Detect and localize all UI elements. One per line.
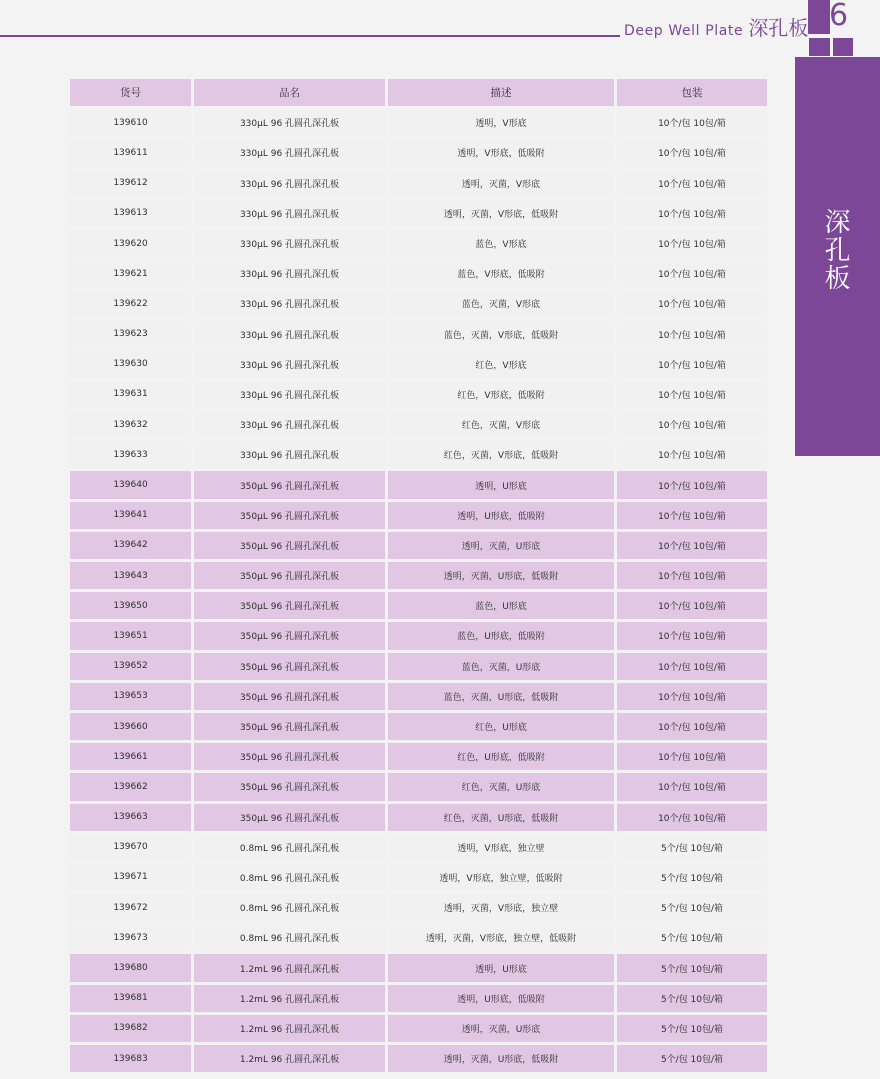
side-tab-label xyxy=(795,209,880,293)
cell-description: 红色，V形底，低吸附 xyxy=(388,381,614,408)
cell-packaging: 10个/包 10包/箱 xyxy=(617,743,767,770)
cell-description: 蓝色，灭菌，V形底 xyxy=(388,290,614,317)
decor-square xyxy=(808,0,830,34)
table-header-row xyxy=(70,79,767,106)
cell-description: 透明，V形底，低吸附 xyxy=(388,139,614,166)
cell-description: 红色，灭菌，U形底，低吸附 xyxy=(388,804,614,831)
cell-packaging: 5个/包 10包/箱 xyxy=(617,1015,767,1042)
cell-description: 红色，灭菌，V形底 xyxy=(388,411,614,438)
side-tab-char: 深 xyxy=(824,208,851,238)
cell-product-name: 350μL 96 孔圆孔深孔板 xyxy=(194,743,385,770)
table-row xyxy=(70,381,767,408)
table-row xyxy=(70,985,767,1012)
cell-product-name: 330μL 96 孔圆孔深孔板 xyxy=(194,230,385,257)
cell-product-name: 1.2mL 96 孔圆孔深孔板 xyxy=(194,1015,385,1042)
cell-description: 红色，U形底 xyxy=(388,713,614,740)
cell-packaging: 10个/包 10包/箱 xyxy=(617,653,767,680)
cell-item-no: 139683 xyxy=(70,1045,191,1072)
cell-description: 蓝色，V形底 xyxy=(388,230,614,257)
cell-product-name: 350μL 96 孔圆孔深孔板 xyxy=(194,804,385,831)
cell-item-no: 139681 xyxy=(70,985,191,1012)
table-row xyxy=(70,109,767,136)
cell-packaging: 10个/包 10包/箱 xyxy=(617,170,767,197)
table-row xyxy=(70,954,767,981)
cell-packaging: 10个/包 10包/箱 xyxy=(617,381,767,408)
cell-product-name: 350μL 96 孔圆孔深孔板 xyxy=(194,502,385,529)
cell-description: 红色，灭菌，U形底 xyxy=(388,773,614,800)
cell-description: 透明，灭菌，U形底 xyxy=(388,1015,614,1042)
cell-item-no: 139631 xyxy=(70,381,191,408)
table-row xyxy=(70,773,767,800)
cell-description: 透明，U形底，低吸附 xyxy=(388,502,614,529)
column-header-id: 货号 xyxy=(70,79,191,106)
table-row xyxy=(70,804,767,831)
cell-item-no: 139672 xyxy=(70,894,191,921)
table-row xyxy=(70,864,767,891)
cell-packaging: 10个/包 10包/箱 xyxy=(617,109,767,136)
cell-product-name: 1.2mL 96 孔圆孔深孔板 xyxy=(194,1045,385,1072)
cell-packaging: 5个/包 10包/箱 xyxy=(617,954,767,981)
header-rule xyxy=(0,35,620,37)
cell-packaging: 10个/包 10包/箱 xyxy=(617,804,767,831)
cell-description: 透明，U形底 xyxy=(388,954,614,981)
cell-product-name: 350μL 96 孔圆孔深孔板 xyxy=(194,773,385,800)
cell-item-no: 139663 xyxy=(70,804,191,831)
cell-item-no: 139661 xyxy=(70,743,191,770)
cell-description: 透明，灭菌，U形底 xyxy=(388,532,614,559)
cell-description: 蓝色，灭菌，V形底，低吸附 xyxy=(388,321,614,348)
cell-packaging: 10个/包 10包/箱 xyxy=(617,260,767,287)
cell-item-no: 139612 xyxy=(70,170,191,197)
cell-product-name: 350μL 96 孔圆孔深孔板 xyxy=(194,683,385,710)
cell-packaging: 10个/包 10包/箱 xyxy=(617,683,767,710)
cell-packaging: 10个/包 10包/箱 xyxy=(617,290,767,317)
cell-product-name: 350μL 96 孔圆孔深孔板 xyxy=(194,622,385,649)
table-row xyxy=(70,411,767,438)
product-table xyxy=(67,76,770,1075)
cell-description: 透明，灭菌，V形底，独立壁，低吸附 xyxy=(388,924,614,951)
table-row xyxy=(70,834,767,861)
table-row xyxy=(70,170,767,197)
cell-item-no: 139610 xyxy=(70,109,191,136)
cell-description: 红色，灭菌，V形底，低吸附 xyxy=(388,441,614,468)
table-row xyxy=(70,290,767,317)
cell-description: 透明，灭菌，U形底，低吸附 xyxy=(388,1045,614,1072)
cell-item-no: 139660 xyxy=(70,713,191,740)
table-row xyxy=(70,743,767,770)
cell-product-name: 350μL 96 孔圆孔深孔板 xyxy=(194,592,385,619)
cell-packaging: 10个/包 10包/箱 xyxy=(617,713,767,740)
side-tab xyxy=(795,57,880,456)
cell-packaging: 10个/包 10包/箱 xyxy=(617,502,767,529)
cell-product-name: 330μL 96 孔圆孔深孔板 xyxy=(194,200,385,227)
decor-square xyxy=(833,38,853,56)
cell-item-no: 139650 xyxy=(70,592,191,619)
cell-item-no: 139633 xyxy=(70,441,191,468)
cell-packaging: 10个/包 10包/箱 xyxy=(617,200,767,227)
cell-product-name: 350μL 96 孔圆孔深孔板 xyxy=(194,653,385,680)
cell-product-name: 0.8mL 96 孔圆孔深孔板 xyxy=(194,924,385,951)
table-row xyxy=(70,351,767,378)
table-row xyxy=(70,200,767,227)
cell-description: 透明，V形底，独立壁 xyxy=(388,834,614,861)
cell-packaging: 10个/包 10包/箱 xyxy=(617,562,767,589)
table-row xyxy=(70,653,767,680)
cell-packaging: 5个/包 10包/箱 xyxy=(617,834,767,861)
cell-item-no: 139680 xyxy=(70,954,191,981)
column-header-name: 品名 xyxy=(194,79,385,106)
cell-product-name: 330μL 96 孔圆孔深孔板 xyxy=(194,351,385,378)
cell-item-no: 139641 xyxy=(70,502,191,529)
column-header-desc: 描述 xyxy=(388,79,614,106)
table-row xyxy=(70,532,767,559)
table-row xyxy=(70,1015,767,1042)
table-row xyxy=(70,894,767,921)
cell-item-no: 139652 xyxy=(70,653,191,680)
cell-item-no: 139613 xyxy=(70,200,191,227)
cell-packaging: 10个/包 10包/箱 xyxy=(617,532,767,559)
cell-description: 蓝色，U形底，低吸附 xyxy=(388,622,614,649)
cell-item-no: 139630 xyxy=(70,351,191,378)
cell-packaging: 10个/包 10包/箱 xyxy=(617,773,767,800)
cell-packaging: 10个/包 10包/箱 xyxy=(617,471,767,498)
cell-product-name: 330μL 96 孔圆孔深孔板 xyxy=(194,290,385,317)
cell-packaging: 5个/包 10包/箱 xyxy=(617,924,767,951)
cell-item-no: 139653 xyxy=(70,683,191,710)
cell-packaging: 10个/包 10包/箱 xyxy=(617,592,767,619)
cell-packaging: 10个/包 10包/箱 xyxy=(617,139,767,166)
cell-product-name: 330μL 96 孔圆孔深孔板 xyxy=(194,411,385,438)
cell-product-name: 0.8mL 96 孔圆孔深孔板 xyxy=(194,864,385,891)
cell-item-no: 139643 xyxy=(70,562,191,589)
page-title-cn: 深孔板 xyxy=(748,16,809,40)
cell-item-no: 139611 xyxy=(70,139,191,166)
cell-product-name: 330μL 96 孔圆孔深孔板 xyxy=(194,381,385,408)
cell-packaging: 10个/包 10包/箱 xyxy=(617,321,767,348)
table-row xyxy=(70,502,767,529)
cell-description: 透明，U形底，低吸附 xyxy=(388,985,614,1012)
cell-item-no: 139642 xyxy=(70,532,191,559)
cell-item-no: 139670 xyxy=(70,834,191,861)
cell-item-no: 139640 xyxy=(70,471,191,498)
table-row xyxy=(70,1045,767,1072)
page-title xyxy=(624,12,808,41)
table-row xyxy=(70,139,767,166)
cell-product-name: 330μL 96 孔圆孔深孔板 xyxy=(194,139,385,166)
cell-description: 透明，V形底，独立壁，低吸附 xyxy=(388,864,614,891)
table-row xyxy=(70,321,767,348)
column-header-pack: 包装 xyxy=(617,79,767,106)
cell-packaging: 10个/包 10包/箱 xyxy=(617,230,767,257)
cell-packaging: 5个/包 10包/箱 xyxy=(617,864,767,891)
cell-item-no: 139651 xyxy=(70,622,191,649)
table-row xyxy=(70,230,767,257)
cell-product-name: 330μL 96 孔圆孔深孔板 xyxy=(194,109,385,136)
cell-item-no: 139673 xyxy=(70,924,191,951)
cell-description: 红色，V形底 xyxy=(388,351,614,378)
cell-product-name: 330μL 96 孔圆孔深孔板 xyxy=(194,260,385,287)
cell-description: 透明，U形底 xyxy=(388,471,614,498)
cell-description: 红色，U形底，低吸附 xyxy=(388,743,614,770)
table-body xyxy=(70,109,767,1072)
table-row xyxy=(70,592,767,619)
table-row xyxy=(70,683,767,710)
decor-square xyxy=(809,38,830,56)
table-row xyxy=(70,562,767,589)
cell-description: 透明，灭菌，V形底 xyxy=(388,170,614,197)
table-row xyxy=(70,713,767,740)
cell-description: 透明，灭菌，V形底，独立壁 xyxy=(388,894,614,921)
cell-description: 透明，灭菌，U形底，低吸附 xyxy=(388,562,614,589)
cell-item-no: 139622 xyxy=(70,290,191,317)
cell-packaging: 5个/包 10包/箱 xyxy=(617,985,767,1012)
table-row xyxy=(70,441,767,468)
cell-item-no: 139632 xyxy=(70,411,191,438)
cell-product-name: 0.8mL 96 孔圆孔深孔板 xyxy=(194,834,385,861)
cell-item-no: 139621 xyxy=(70,260,191,287)
cell-description: 蓝色，灭菌，U形底 xyxy=(388,653,614,680)
cell-description: 透明，灭菌，V形底，低吸附 xyxy=(388,200,614,227)
cell-product-name: 330μL 96 孔圆孔深孔板 xyxy=(194,441,385,468)
cell-packaging: 5个/包 10包/箱 xyxy=(617,1045,767,1072)
cell-product-name: 350μL 96 孔圆孔深孔板 xyxy=(194,471,385,498)
cell-item-no: 139682 xyxy=(70,1015,191,1042)
cell-item-no: 139671 xyxy=(70,864,191,891)
cell-item-no: 139620 xyxy=(70,230,191,257)
table-row xyxy=(70,471,767,498)
cell-product-name: 350μL 96 孔圆孔深孔板 xyxy=(194,532,385,559)
cell-description: 透明，V形底 xyxy=(388,109,614,136)
cell-packaging: 10个/包 10包/箱 xyxy=(617,622,767,649)
cell-product-name: 330μL 96 孔圆孔深孔板 xyxy=(194,321,385,348)
cell-description: 蓝色，V形底，低吸附 xyxy=(388,260,614,287)
cell-product-name: 0.8mL 96 孔圆孔深孔板 xyxy=(194,894,385,921)
cell-description: 蓝色，U形底 xyxy=(388,592,614,619)
cell-product-name: 330μL 96 孔圆孔深孔板 xyxy=(194,170,385,197)
cell-product-name: 1.2mL 96 孔圆孔深孔板 xyxy=(194,954,385,981)
cell-item-no: 139662 xyxy=(70,773,191,800)
side-tab-char: 板 xyxy=(824,264,851,294)
table-row xyxy=(70,260,767,287)
cell-product-name: 350μL 96 孔圆孔深孔板 xyxy=(194,562,385,589)
cell-description: 蓝色，灭菌，U形底，低吸附 xyxy=(388,683,614,710)
page-number: 6 xyxy=(829,0,849,33)
cell-item-no: 139623 xyxy=(70,321,191,348)
cell-product-name: 350μL 96 孔圆孔深孔板 xyxy=(194,713,385,740)
cell-packaging: 10个/包 10包/箱 xyxy=(617,351,767,378)
cell-packaging: 10个/包 10包/箱 xyxy=(617,441,767,468)
cell-packaging: 5个/包 10包/箱 xyxy=(617,894,767,921)
cell-product-name: 1.2mL 96 孔圆孔深孔板 xyxy=(194,985,385,1012)
page-title-en: Deep Well Plate xyxy=(624,23,744,39)
side-tab-char: 孔 xyxy=(824,236,851,266)
cell-packaging: 10个/包 10包/箱 xyxy=(617,411,767,438)
table-row xyxy=(70,622,767,649)
table-row xyxy=(70,924,767,951)
